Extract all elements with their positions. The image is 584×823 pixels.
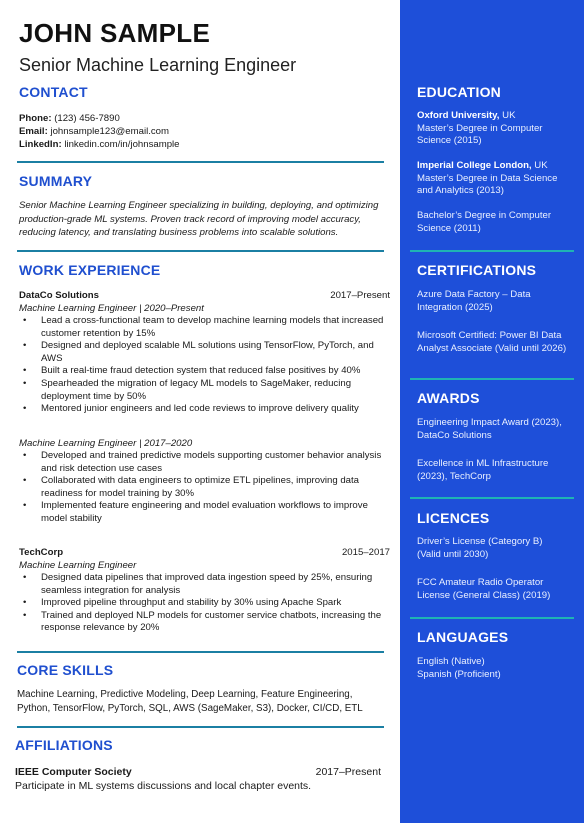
job-dates: 2015–2017 — [341, 547, 390, 558]
candidate-name: JOHN SAMPLE — [19, 18, 211, 48]
bullet-item: • Collaborated with data engineers to optimize ETL pipelines, improving data readiness for model training by 30% — [19, 475, 390, 500]
sidebar-divider — [410, 250, 574, 252]
bullet-list — [19, 450, 390, 526]
award-item: Excellence in ML Infrastructure (2023), TechCorp — [417, 458, 549, 482]
bullet-list — [19, 315, 390, 416]
degree: Bachelor’s Degree in Computer Science (2011) — [417, 210, 552, 234]
affiliation-dates: 2017–Present — [315, 766, 381, 778]
contact-heading: CONTACT — [19, 84, 88, 100]
section-divider — [17, 726, 384, 728]
bullet-item: • Designed and deployed scalable ML solutions using TensorFlow, PyTorch, and AWS — [19, 340, 390, 365]
sidebar-divider — [410, 497, 574, 499]
affiliations-heading: AFFILIATIONS — [15, 737, 113, 753]
job-header — [19, 546, 390, 559]
licence-item: FCC Amateur Radio Operator License (General Class) (2019) — [417, 577, 551, 601]
section-divider — [17, 161, 384, 163]
affiliation-desc: Participate in ML systems discussions and local chapter events. — [15, 780, 312, 792]
certification-item: Azure Data Factory – Data Integration (2025) — [417, 289, 531, 313]
awards-heading: AWARDS — [417, 390, 480, 406]
school-name: Oxford University, — [417, 110, 500, 121]
phone-value: (123) 456-7890 — [54, 113, 120, 124]
degree: Master’s Degree in Data Science and Analytics (2013) — [417, 172, 558, 197]
role-line: Machine Learning Engineer — [19, 560, 137, 571]
award-item: Engineering Impact Award (2023), DataCo Solutions — [417, 417, 562, 441]
contact-email — [19, 125, 169, 138]
school-name: Imperial College London, — [417, 160, 532, 171]
education-item — [417, 160, 575, 198]
phone-label: Phone: — [19, 113, 52, 124]
email-value[interactable]: johnsample123@email.com — [50, 126, 169, 137]
work-heading: WORK EXPERIENCE — [19, 262, 161, 278]
school-location: UK — [499, 110, 516, 121]
bullet-item: • Spearheaded the migration of legacy ML models to SageMaker, reducing deployment time by 50% — [19, 378, 390, 403]
certifications-heading: CERTIFICATIONS — [417, 262, 537, 278]
licence-item: Driver’s License (Category B) (Valid until 2030) — [417, 536, 543, 560]
job-title: Senior Machine Learning Engineer — [19, 55, 297, 75]
bullet-item: • Implemented feature engineering and model evaluation workflows to improve model stability — [19, 500, 390, 525]
contact-linkedin — [19, 138, 180, 151]
licences-heading: LICENCES — [417, 510, 490, 526]
degree: Master’s Degree in Computer Science (2015) — [417, 122, 543, 147]
summary-heading: SUMMARY — [19, 173, 93, 189]
bullet-item: • Trained and deployed NLP models for customer service chatbots, increasing the response relevance by 20% — [19, 610, 390, 635]
bullet-item: • Improved pipeline throughput and stability by 30% using Apache Spark — [19, 597, 390, 610]
school-location: UK — [531, 160, 548, 171]
certification-item: Microsoft Certified: Power BI Data Analyst Associate (Valid until 2026) — [417, 330, 567, 354]
education-item — [417, 110, 575, 148]
linkedin-label: LinkedIn: — [19, 139, 62, 150]
affiliation-org: IEEE Computer Society — [15, 766, 132, 778]
email-label: Email: — [19, 126, 48, 137]
sidebar-divider — [410, 617, 574, 619]
role-line: Machine Learning Engineer | 2017–2020 — [19, 438, 193, 449]
bullet-item: • Mentored junior engineers and led code reviews to improve delivery quality — [19, 403, 390, 416]
skills-text: Machine Learning, Predictive Modeling, Deep Learning, Feature Engineering, Python, TensorFlow, PyTorch, SQL, AWS (SageMaker, S3), Docker, CI/CD, ETL — [17, 689, 363, 714]
company-name: TechCorp — [19, 547, 64, 558]
languages-heading: LANGUAGES — [417, 629, 509, 645]
language-item: English (Native) — [417, 656, 485, 667]
sidebar-divider — [410, 378, 574, 380]
role-line: Machine Learning Engineer | 2020–Present — [19, 303, 204, 314]
summary-text: Senior Machine Learning Engineer specializing in building, deploying, and optimizing production-grade ML systems. Proven track record of improving model accuracy, reducing latency, and translating business problems into scalable solutions. — [19, 200, 379, 238]
education-item — [417, 210, 575, 235]
job-header — [19, 289, 390, 302]
job-dates: 2017–Present — [330, 290, 390, 301]
linkedin-value[interactable]: linkedin.com/in/johnsample — [64, 139, 180, 150]
skills-heading: CORE SKILLS — [17, 662, 114, 678]
bullet-list — [19, 572, 390, 635]
company-name: DataCo Solutions — [19, 290, 99, 301]
section-divider — [17, 250, 384, 252]
bullet-item: • Designed data pipelines that improved data ingestion speed by 25%, ensuring seamless integration for analysis — [19, 572, 390, 597]
language-item: Spanish (Proficient) — [417, 669, 501, 680]
bullet-item: • Lead a cross-functional team to develop machine learning models that increased customer retention by 15% — [19, 315, 390, 340]
contact-phone — [19, 112, 120, 125]
education-heading: EDUCATION — [417, 84, 501, 100]
bullet-item: • Built a real-time fraud detection system that reduced false positives by 40% — [19, 365, 390, 378]
bullet-item: • Developed and trained predictive models supporting customer behavior analysis and risk detection use cases — [19, 450, 390, 475]
section-divider — [17, 651, 384, 653]
